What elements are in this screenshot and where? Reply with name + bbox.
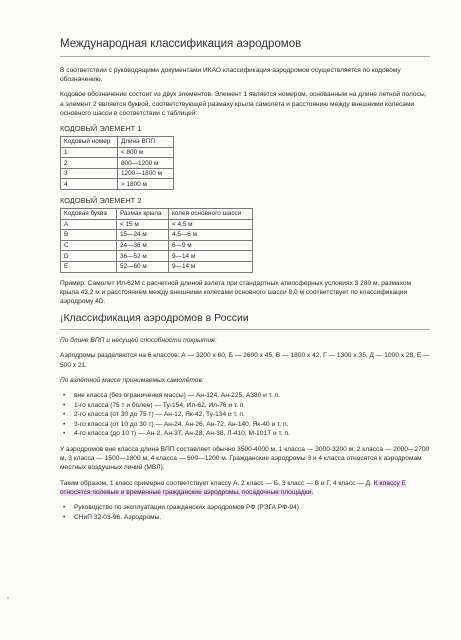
section-divider	[60, 329, 430, 330]
code-element1-table	[60, 136, 174, 190]
example-paragraph: Пример: Самолет Ил-62М с расчетной длиной взлета при стандартных атмосферных условиях 3 280 м, размахом крыла 43,2 м и расстоянием между внешними колесами основного шасси 8,0 м соответствует по классификации аэродрому 4D.	[60, 279, 412, 305]
table-cell: 3	[61, 168, 118, 179]
table-header-row	[61, 208, 253, 219]
list-item-text: 3-го класса (от 10 до 30 т) — Ан-24, Ан-26, Ан-72, Ан-140, Як-40 и т. п.	[74, 420, 289, 428]
table-cell: < 4,5 м	[169, 219, 253, 230]
table-row	[61, 147, 174, 158]
table-cell: 1200—1800 м	[118, 168, 174, 179]
table-cell: C	[61, 240, 117, 251]
bullet-icon: •	[63, 401, 66, 409]
airports-paragraph: У аэродромов вне класса длина ВПП составляет обычно 3500-4000 м, 1 класса — 3000-3200 м, 2 класса — 2000—2700 м, 3 класса — 1500—1800 м, 4 класса — 600—1200 м. Гражданские аэродромы 3 и 4 класса относятся к аэродромам местных воздушных линий (МВЛ).	[60, 445, 430, 472]
table-cell: > 1800 м	[118, 179, 174, 190]
list-item	[60, 503, 430, 513]
scan-speck	[6, 596, 10, 600]
table-cell: < 800 м	[118, 147, 174, 158]
bullet-icon: •	[63, 391, 66, 399]
section-title-russia: ¡Классификация аэродромов в России	[60, 312, 249, 325]
table-row	[61, 251, 253, 262]
table-row	[61, 240, 253, 251]
element2-heading: КОДОВЫЙ ЭЛЕМЕНТ 2	[60, 195, 142, 205]
table-row	[61, 219, 253, 230]
references-list	[60, 503, 430, 522]
mass-class-list	[60, 391, 430, 439]
table-cell: 6—9 м	[169, 240, 253, 251]
by-length-heading: По длине ВПП и несущей способности покрытия:	[60, 337, 217, 345]
bullet-icon: •	[63, 513, 66, 521]
table-header-cell: Кодовый номер	[61, 137, 118, 148]
reference-text: СНиП 32-03-96. Аэродромы.	[74, 513, 162, 521]
table-cell: 52—60 м	[117, 261, 169, 272]
bullet-icon: •	[63, 503, 66, 511]
list-item	[60, 513, 430, 523]
highlighted-text: К классу Е относятся полевые и временные гражданские аэродромы, посадочные площадки.	[60, 479, 407, 496]
table-cell: 9—14 м	[169, 261, 253, 272]
table-cell: A	[61, 219, 117, 230]
list-item-text: 4-го класса (до 10 т) — Ан-2, Ан-3Т, Ан-28, Ан-38, Л-410, М-101Т и т. п.	[74, 430, 290, 438]
element1-heading: КОДОВЫЙ ЭЛЕМЕНТ 1	[60, 124, 142, 134]
table-row	[61, 158, 174, 169]
list-item	[60, 391, 430, 401]
list-item	[60, 420, 430, 430]
list-item	[60, 429, 430, 439]
summary-text: Таким образом, 1 класс примерно соответствует классу А, 2 класс — Б, 3 класс — В и Г, 4 класс — Д.	[60, 479, 372, 487]
list-item	[60, 401, 430, 411]
document-content	[60, 38, 430, 528]
page-title: Международная классификация аэродромов	[60, 38, 302, 50]
table-row	[61, 168, 174, 179]
table-row	[61, 261, 253, 272]
code-element2-table	[60, 208, 253, 273]
intro-paragraph: В соответствии с руководящими документами ИКАО классификация аэродромов осуществляется по кодовому обозначению.	[60, 67, 401, 84]
table-header-row	[61, 137, 174, 148]
table-cell: 4,5—6 м	[169, 230, 253, 241]
table-cell: 24—36 м	[117, 240, 169, 251]
list-item	[60, 410, 430, 420]
table-cell: B	[61, 230, 117, 241]
table-row	[61, 179, 174, 190]
list-item-text: 1-го класса (75 т и более) — Ту-154, Ил-62, Ил-76 и т. п.	[74, 401, 246, 409]
table-cell: 4	[61, 179, 118, 190]
bullet-icon: •	[63, 411, 66, 419]
summary-paragraph	[60, 479, 430, 497]
classes-paragraph: Аэродромы разделяются на 6 классов: А — 3200 х 60, Б — 2600 х 45, В — 1800 х 42, Г — 1300 х 35, Д — 1000 х 28, Е — 500 х 21.	[60, 352, 430, 369]
table-cell: E	[61, 261, 117, 272]
title-divider	[60, 56, 430, 57]
list-item-text: 2-го класса (от 30 до 75 т) — Ан-12, Як-42, Ту-134 и т. п.	[74, 411, 245, 419]
bullet-icon: •	[63, 430, 66, 438]
table-cell: 2	[61, 158, 118, 169]
table-row	[61, 230, 253, 241]
table-header-cell: Длина ВПП	[118, 137, 174, 148]
table-cell: 15—24 м	[117, 230, 169, 241]
table-cell: 36—52 м	[117, 251, 169, 262]
by-mass-heading: По взлётной массе принимаемых самолётов:	[60, 376, 204, 384]
bullet-icon: •	[63, 420, 66, 428]
table-cell: 9—14 м	[169, 251, 253, 262]
table-cell: 800—1200 м	[118, 158, 174, 169]
reference-text: Руководство по эксплуатации гражданских аэродромов РФ (РЭГА РФ-94)	[74, 503, 299, 511]
list-item-text: вне класса (без ограничения массы) — Ан-124, Ан-225, А380 и т. п.	[74, 391, 280, 399]
table-cell: 1	[61, 147, 118, 158]
table-cell: D	[61, 251, 117, 262]
table-header-cell: Размах крыла	[117, 208, 169, 219]
table-header-cell: Кодовая буква	[61, 208, 117, 219]
table-header-cell: колея основного шасси	[169, 208, 253, 219]
code-description-paragraph: Кодовое обозначение состоит из двух элементов. Элемент 1 является номером, основанным на длине летной полосы, а элемент 2 является буквой, соответствующей размаху крыла самолета и расстоянию между внешними колесами основного шасси в соответствии с таблицей:	[60, 91, 427, 117]
table-cell: < 15 м	[117, 219, 169, 230]
